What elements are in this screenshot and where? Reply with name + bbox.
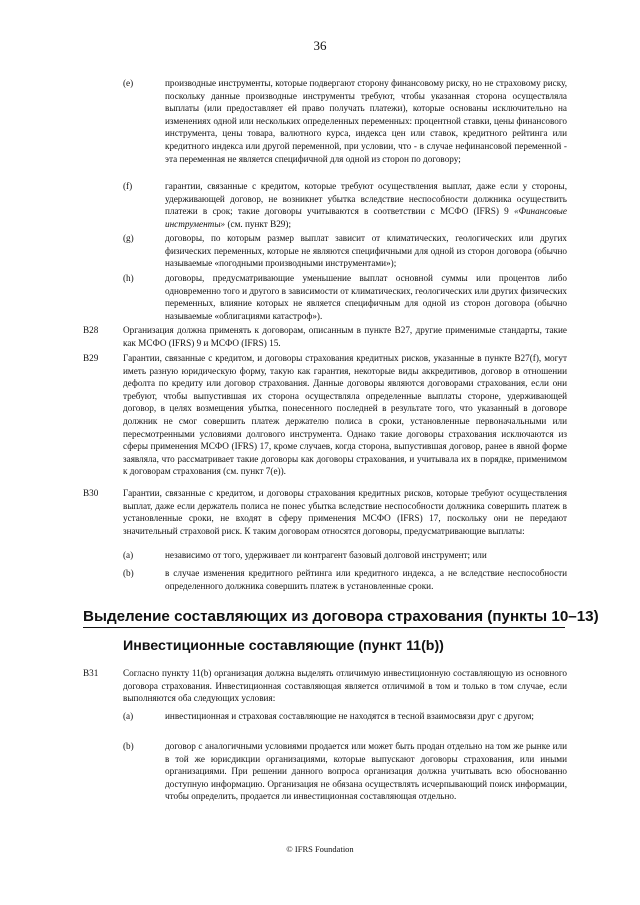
paragraph-b31: Согласно пункту 11(b) организация должна выделять отличимую инвестиционную составляющую из основного договора страхования. Инвестиционная составляющая является отличимой в том и только в том случае, если выполняются оба следующих условия: — [123, 668, 567, 704]
sub-heading: Инвестиционные составляющие (пункт 11(b)) — [123, 638, 444, 654]
paragraph-label-b30: B30 — [83, 488, 99, 498]
paragraph-label-b29: B29 — [83, 353, 99, 363]
footer-copyright: © IFRS Foundation — [286, 844, 354, 854]
b30-item-label-a: (a) — [123, 550, 134, 560]
item-text-f-main: гарантии, связанные с кредитом, которые требуют осуществления выплат, даже если у стороны, удерживающей договор, не возникнет убытка вследствие неспособности должника осуществить платежи в срок; такие договоры учитываются в соответствии с МСФО (IFRS) 9 — [165, 181, 567, 217]
item-text-f-tail: (см. пункт B29); — [225, 218, 291, 229]
item-label-h: (h) — [123, 273, 134, 283]
b30-item-text-b: в случае изменения кредитного рейтинга или кредитного индекса, а не вследствие неспособности определенного должника совершить платеж в установленные сроки. — [165, 568, 567, 591]
paragraph-label-b31: B31 — [83, 668, 99, 678]
item-text-h: договоры, предусматривающие уменьшение выплат основной суммы или процентов либо одновременно того и другого в зависимости от климатических, геологических или других физических переменных, влияние которых не является специфичным для одной из сторон договора (обычно называемые «облигациями катастроф»). — [165, 273, 567, 321]
item-text-f — [165, 180, 567, 230]
item-text-g: договоры, по которым размер выплат зависит от климатических, геологических или других физических переменных, которые не являются специфичными для одной из сторон договора (обычно называемые «погодными производными инструментами»); — [165, 233, 567, 269]
item-label-f: (f) — [123, 181, 133, 191]
item-label-g: (g) — [123, 233, 134, 243]
b30-item-text-a: независимо от того, удерживает ли контрагент базовый долговой инструмент; или — [165, 550, 487, 560]
b31-item-label-b: (b) — [123, 741, 134, 751]
paragraph-b28: Организация должна применять к договорам, описанным в пункте B27, другие применимые стандарты, такие как МСФО (IFRS) 9 и МСФО (IFRS) 15. — [123, 325, 567, 348]
item-label-e: (e) — [123, 78, 134, 88]
paragraph-label-b28: B28 — [83, 325, 99, 335]
item-text-f-italic: «Финансовые инструменты» — [165, 206, 567, 229]
b31-item-text-b: договор с аналогичными условиями продается или может быть продан отдельно на том же рынке или в той же юрисдикции организациями, которые выпускают договоры страхования, или иными организациями. При решении данного вопроса организация должна учитывать всю обоснованно доступную информацию. Организация не обязана осуществлять исчерпывающий поиск информации, чтобы определить, продается ли инвестиционная составляющая отдельно. — [165, 741, 567, 802]
paragraph-b30: Гарантии, связанные с кредитом, и договоры страхования кредитных рисков, которые требуют осуществления выплат, даже если держатель полиса не понес убытка вследствие неспособности должника совершить платеж в установленные сроки, не входят в сферу применения МСФО (IFRS) 17, поскольку они не передают значительный страховой риск. К таким договорам относятся договоры, предусматривающие выплаты: — [123, 488, 567, 536]
b31-item-text-a: инвестиционная и страховая составляющие не находятся в тесной взаимосвязи друг с другом; — [165, 711, 534, 721]
b30-item-label-b: (b) — [123, 568, 134, 578]
b31-item-label-a: (a) — [123, 711, 134, 721]
page-number: 36 — [313, 38, 327, 53]
section-heading: Выделение составляющих из договора страхования (пункты 10–13) — [83, 608, 565, 628]
item-text-e: производные инструменты, которые подвергают сторону финансовому риску, но не страховому риску, поскольку данные производные инструменты требуют, чтобы указанная сторона осуществляла выплаты (или предоставляет ей право получать платежи), которые основаны исключительно на изменениях одной или нескольких определенных переменных: процентной ставки, цены финансового инструмента, цены товара, валютного курса, индекса цен или ставок, кредитного рейтинга или кредитного индекса или другой переменной, при условии, что - в случае нефинансовой переменной - эта переменная не является специфичной для одной из сторон по договору; — [165, 78, 567, 164]
paragraph-b29: Гарантии, связанные с кредитом, и договоры страхования кредитных рисков, указанные в пункте B27(f), могут иметь разную юридическую форму, такую как гарантия, некоторые виды аккредитивов, договор в отношении дефолта по кредиту или договор страхования. Данные договоры являются договорами страхования, если они требуют, чтобы выпустившая их сторона осуществляла определенные выплаты стороне, удерживающей договор, в целях возмещения убытка, понесенного последней в результате того, что указанный в договоре должник не смог совершить платеж держателю полиса в сроки, установленные первоначальными или пересмотренными условиями долгового инструмента. Однако такие договоры страхования исключаются из сферы применения МСФО (IFRS) 17, кроме случаев, когда сторона, выпустившая договор, ранее в явной форме заявляла, что рассматривает такие договоры как договоры страхования, и учитывала их в порядке, применимом к договорам страхования (см. пункт 7(e)). — [123, 353, 567, 477]
